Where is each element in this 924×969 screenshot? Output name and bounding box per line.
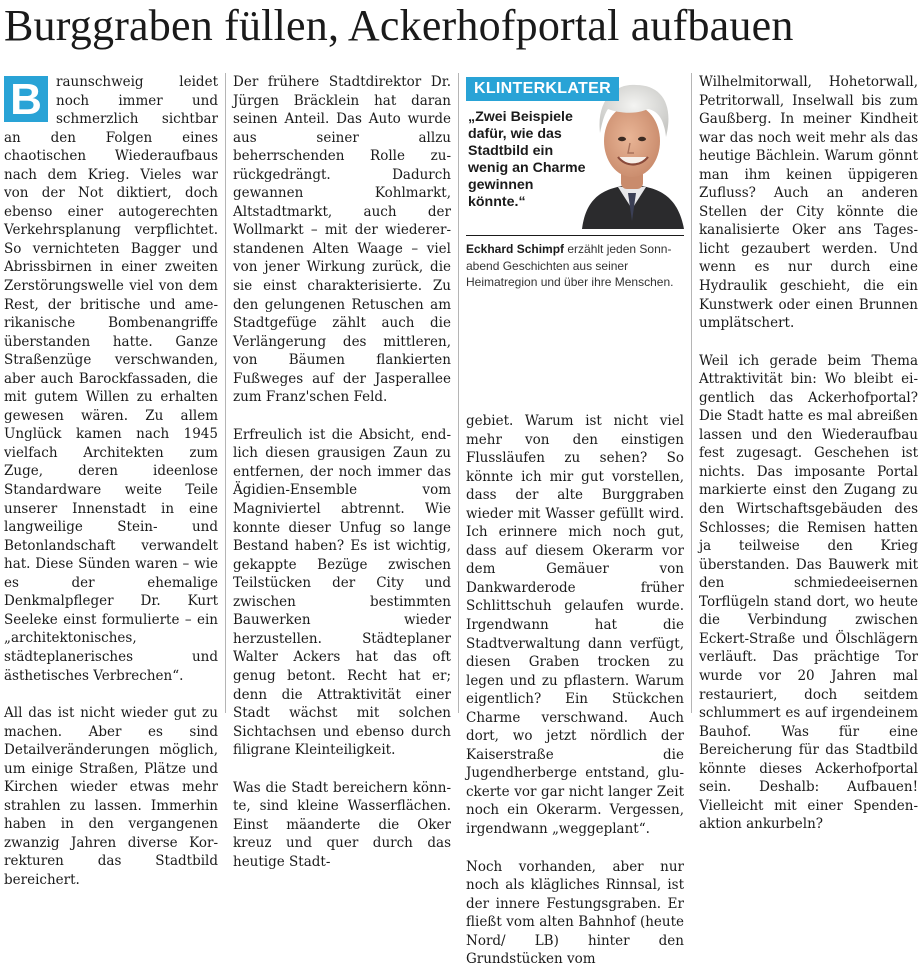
column-quote: „Zwei Beispiele dafür, wie das Stadtbild ein wenig an Charme gewinnen könnte.“ bbox=[468, 109, 586, 210]
column-divider bbox=[225, 73, 226, 713]
column-divider bbox=[691, 73, 692, 713]
column-divider-line bbox=[466, 235, 684, 236]
headline: Burggraben füllen, Ackerhofportal aufbauen bbox=[4, 1, 794, 50]
article-paragraph: B raunschweig leidet noch immer und schmerzlich sichtbar an den Folgen eines chaotischen Wiederaufbaus nach dem Krieg. Vieles war von der Not diktiert, doch ebenso einer autogerechten Verkehrsplanung verpflichtet. So vernichteten Bagger und Abrissbirnen in einer zweiten Zerstörungswelle viel von dem Rest, der britische und amerikanische Bombenangriffe überstanden hatte. Ganze Straßenzüge verschwanden, aber auch Barockfassaden, die mit gutem Willen zu erhalten gewesen wären. Zu allem Unglück kamen nach 1945 vielfach Architekten zum Zuge, deren ideenlose Standardware weite Teile unserer Innenstadt in eine langweilige Stein- und Betonlandschaft verwandelt hat. Diese Sünden waren – wie es der ehemalige Denkmalpfleger Dr. Kurt Seeleke einst formulierte – ein „architektonisches, städteplanerisches und ästhetisches Verbrechen“. bbox=[4, 74, 218, 684]
article-column-2 bbox=[233, 73, 451, 871]
drop-cap: B bbox=[4, 76, 48, 122]
column-label: KLINTERKLATER bbox=[466, 77, 619, 101]
article-paragraph: Erfreulich ist die Absicht, endlich diesen grausigen Zaun zu entfernen, der noch immer das Ägidien-Ensemble vom Magniviertel abtrennt. Wie konnte dieser Unfug so lange Bestand haben? Es ist wichtig, gekappte Bezüge zwischen Teilstücken der City und zwischen bestimmten Bauwerken wieder herzustellen. Städteplaner Walter Ackers hat das oft genug betont. Recht hat er; denn die Attraktivität einer Stadt wächst mit solchen Sichtachsen und ebenso durch filigrane Kleinteiligkeit. bbox=[233, 426, 451, 759]
article-column-4 bbox=[699, 73, 918, 834]
article-paragraph: All das ist nicht wieder gut zu machen. Aber es sind Detailveränderungen möglich, um einige Straßen, Plätze und Kirchen wieder etwas mehr strahlen zu lassen. Immerhin haben in den vergangenen zwanzig Jahren diverse Korrekturen das Stadtbild bereichert. bbox=[4, 705, 218, 888]
article-paragraph: Der frühere Stadtdirektor Dr. Jürgen Bräcklein hat daran seinen Anteil. Das Auto wurde aus seiner allzu beherrschenden Rolle zurückgedrängt. Dadurch gewannen Kohlmarkt, Altstadtmarkt, auch der Wollmarkt – mit der wiedererstandenen Alten Waage – viel von jener Wirkung zurück, die sie einst charakterisierte. Zu den gelungenen Retuschen am Stadtgefüge zählt auch die Verlängerung des mittleren, von Bäumen flankierten Fußweges auf der Jasperallee zum Franz'schen Feld. bbox=[233, 74, 451, 406]
article-paragraph: gebiet. Warum ist nicht viel mehr von den einstigen Flussläufen zu sehen? So könnte ich mir gut vorstellen, dass der alte Burggraben wieder mit Wasser gefüllt wird. Ich erinnere mich noch gut, dass auf diesem Okerarm vor dem Gemäuer von Dankwarderode früher Schlittschuh gelaufen wurde. Irgendwann hat die Stadtverwaltung dann verfügt, diesen Graben trocken zu legen und zu pflastern. Warum eigentlich? Ein Stückchen Charme verschwand. Auch dort, wo jetzt nördlich der Kaiserstraße die Jugendherberge entstand, gluckerte vor gar nicht langer Zeit noch ein Okerarm. Vergessen, irgendwann „weggeplant“. bbox=[466, 413, 684, 838]
column-box bbox=[466, 73, 684, 403]
article-paragraph: Weil ich gerade beim Thema Attraktivität bin: Wo bleibt eigentlich das Ackerhofportal? Die Stadt hatte es mal abreißen lassen und den Wiederaufbau fest zugesagt. Geschehen ist nichts. Das imposante Portal markierte einst den Zugang zu den Wirtschaftsgebäuden des Schlosses; die Remisen hatten ja teilweise den Krieg überstanden. Das Bauwerk mit den schmiedeeisernen Torflügeln stand dort, wo heute die Verbindung zwischen Eckert-Straße und Ölschlägern verläuft. Das prächtige Tor wurde vor 20 Jahren mal restauriert, doch seitdem schlummert es auf irgendeinem Bauhof. Was für eine Bereicherung für das Stadtbild könnte dieses Ackerhofportal sein. Deshalb: Aufbauen! Vielleicht mit einer Spendenaktion ankurbeln? bbox=[699, 352, 918, 833]
article-paragraph: Was die Stadt bereichern könnte, sind kleine Wasserflächen. Einst mäanderte die Oker kreuz und quer durch das heutige Stadt- bbox=[233, 779, 451, 870]
author-bio: Eckhard Schimpf erzählt jeden Sonnabend Geschichten aus seiner Heimatregion und über ihre Menschen. bbox=[466, 242, 674, 289]
article-paragraph: Wilhelmitorwall, Hohetorwall, Petritorwall, Inselwall bis zum Gaußberg. In meiner Kindheit war das noch weit mehr als das heutige Bächlein. Warum gönnt man ihm keinen üppigeren Zufluss? Auch an anderen Stellen der City könnte die kanalisierte Oker ans Tageslicht gezaubert werden. Und wenn es nur durch eine Hydraulik geschieht, die ein Kunstwerk oder einen Brunnen umplätschert. bbox=[699, 74, 918, 332]
column-divider bbox=[458, 73, 459, 713]
article-column-1 bbox=[4, 73, 218, 890]
article-paragraph: Noch vorhanden, aber nur noch als klägliches Rinnsal, ist der innere Festungsgraben. Er fließt vom alten Bahnhof (heute Nord/ LB) hinter den Grundstücken vom bbox=[466, 858, 684, 968]
author-name: Eckhard Schimpf bbox=[466, 242, 565, 256]
article-column-3 bbox=[466, 412, 684, 969]
